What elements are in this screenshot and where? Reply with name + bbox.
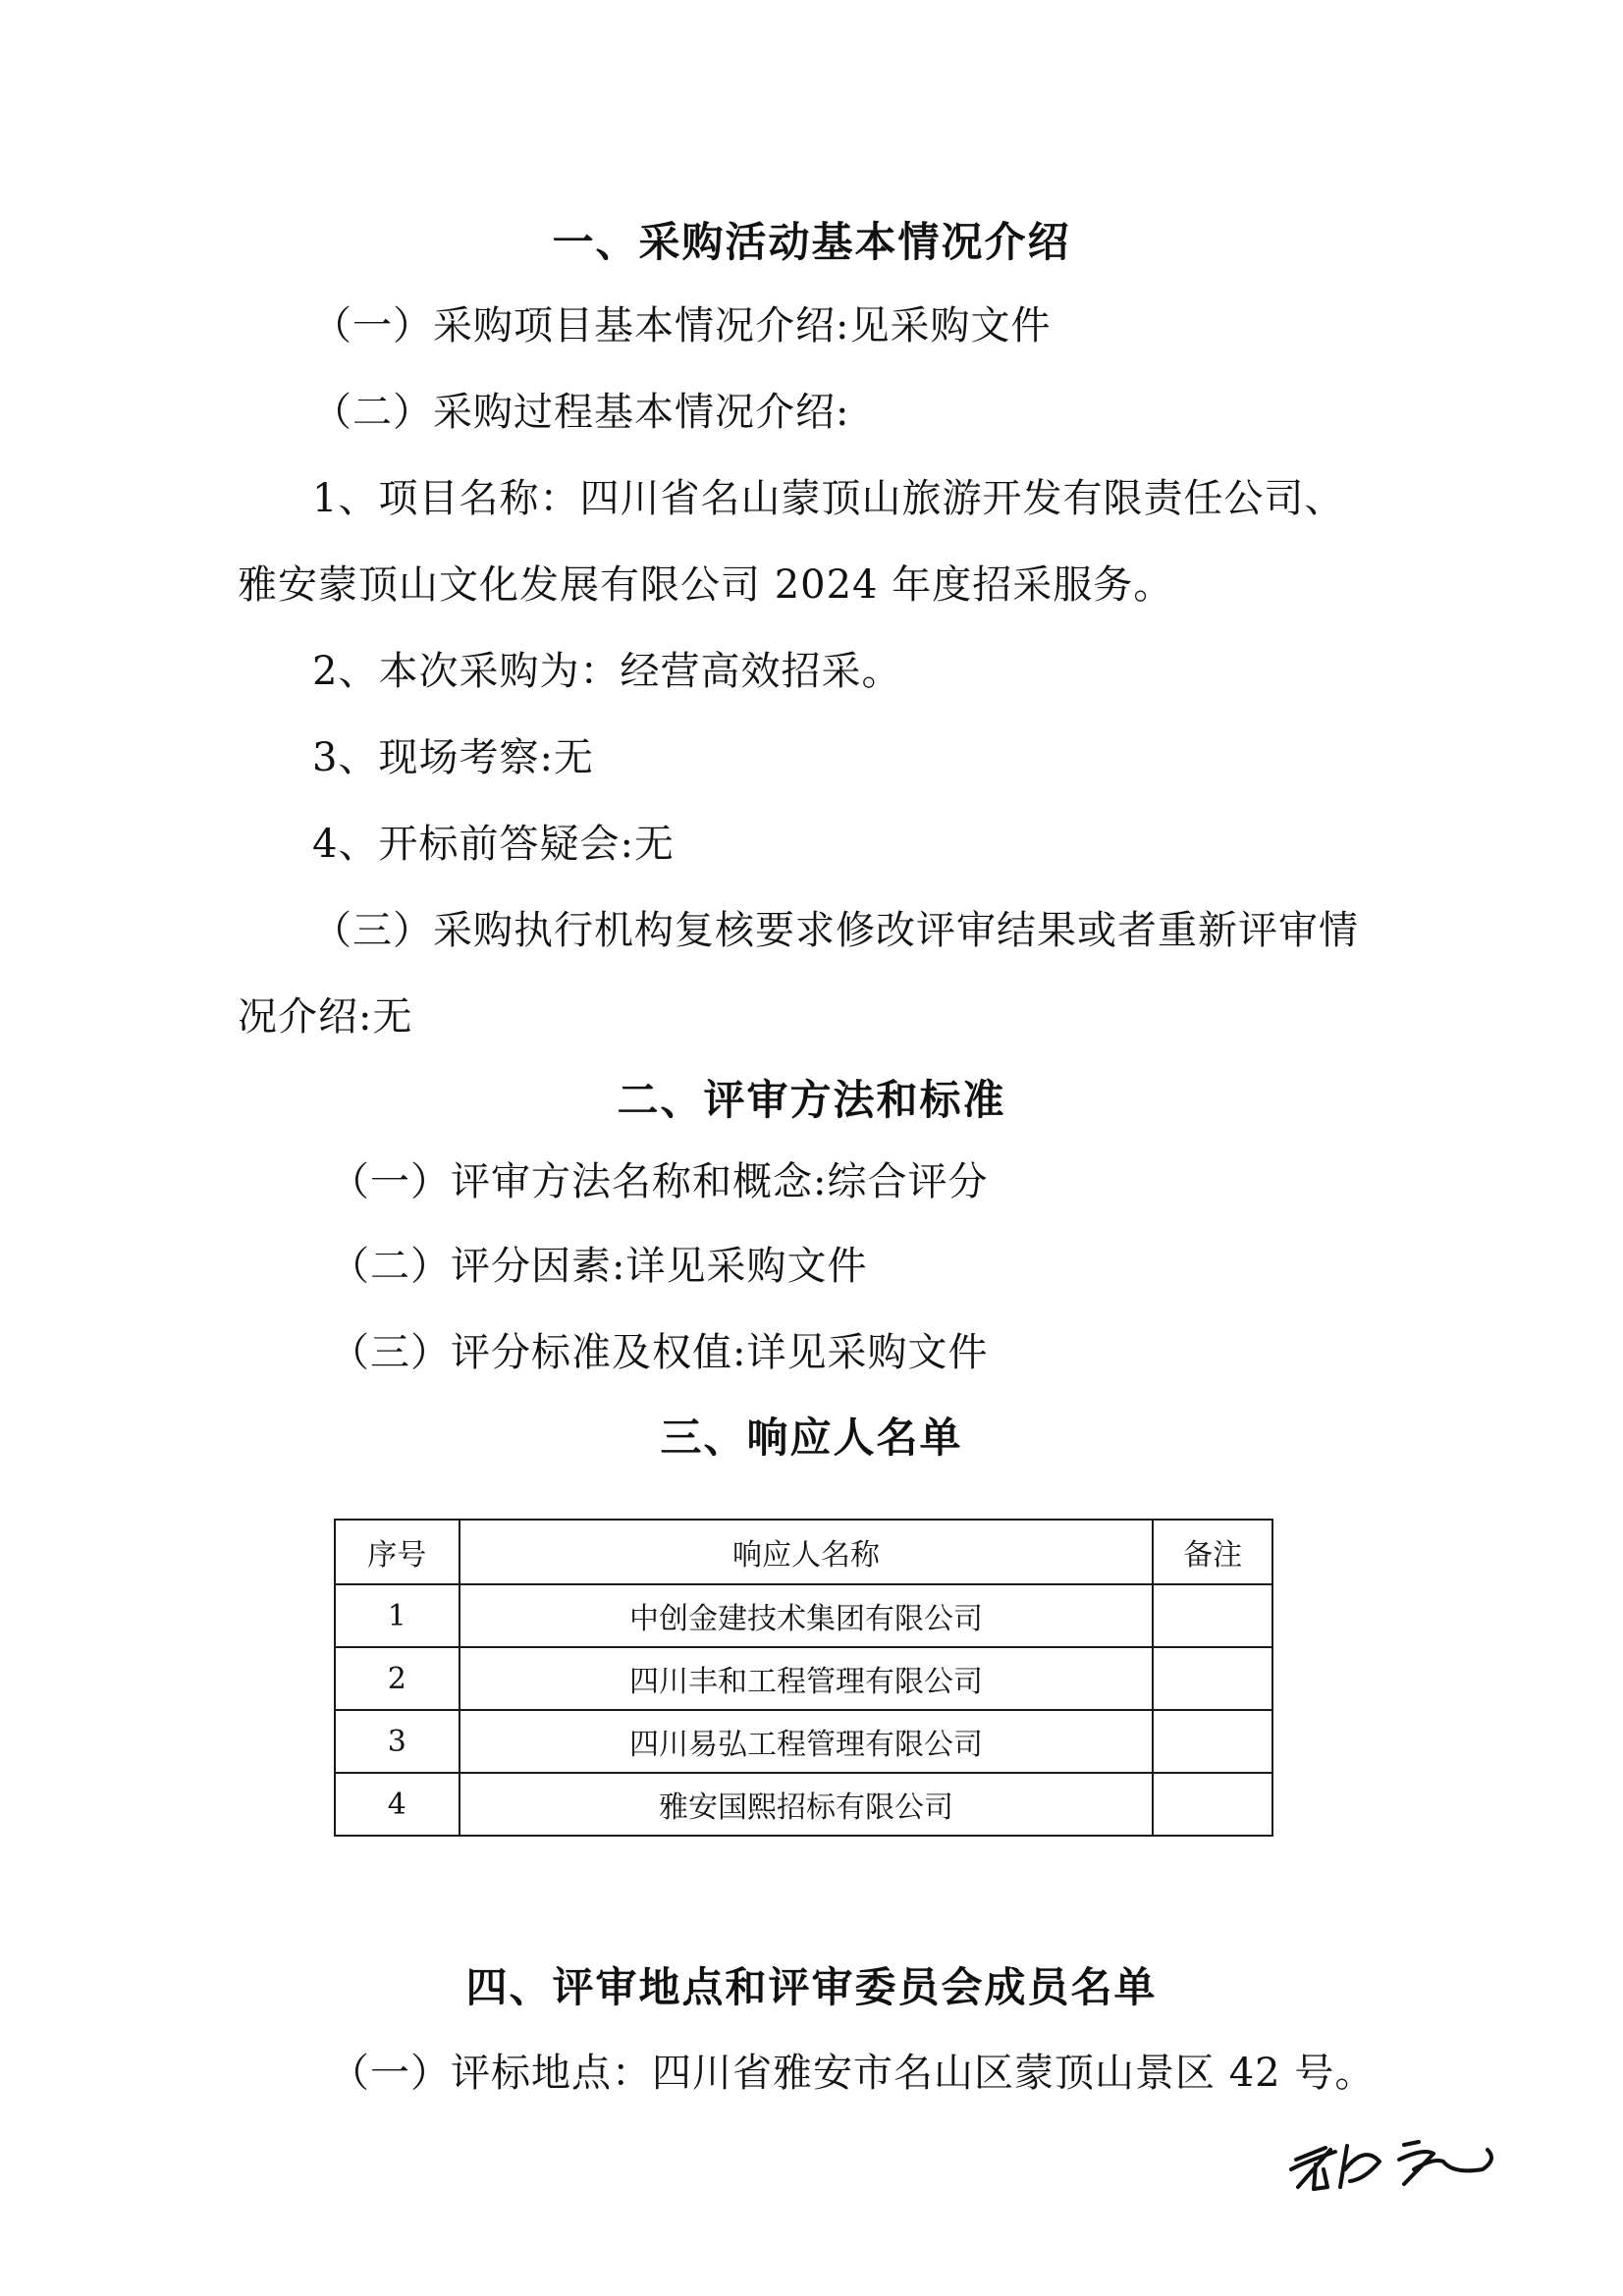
section3-title: 三、响应人名单	[660, 1414, 963, 1462]
row-note	[1153, 1647, 1272, 1710]
row-no: 4	[335, 1773, 460, 1836]
section1-title: 一、采购活动基本情况介绍	[552, 218, 1071, 266]
row-note	[1153, 1773, 1272, 1836]
table-row	[335, 1773, 1272, 1836]
table-row	[335, 1584, 1272, 1647]
table-row	[335, 1710, 1272, 1773]
header-note: 备注	[1153, 1520, 1272, 1584]
section1-sub1-line2: 雅安蒙顶山文化发展有限公司 2024 年度招采服务。	[238, 562, 1174, 608]
section2-item3: （三）评分标准及权值:详见采购文件	[330, 1330, 989, 1375]
row-name: 中创金建技术集团有限公司	[460, 1584, 1154, 1647]
row-no: 1	[335, 1584, 460, 1647]
header-no: 序号	[335, 1520, 460, 1584]
row-note	[1153, 1584, 1272, 1647]
section1-sub2: 2、本次采购为：经营高效招采。	[312, 649, 902, 694]
section1-item2: （二）采购过程基本情况介绍:	[312, 390, 850, 435]
table-row	[335, 1647, 1272, 1710]
section1-sub1-line1: 1、项目名称：四川省名山蒙顶山旅游开发有限责任公司、	[312, 476, 1345, 521]
section2-item1: （一）评审方法名称和概念:综合评分	[330, 1159, 989, 1204]
section4-title: 四、评审地点和评审委员会成员名单	[465, 1963, 1158, 2011]
respondent-table	[334, 1519, 1273, 1837]
section4-item1: （一）评标地点：四川省雅安市名山区蒙顶山景区 42 号。	[330, 2051, 1376, 2096]
row-note	[1153, 1710, 1272, 1773]
section1-item1: （一）采购项目基本情况介绍:见采购文件	[312, 303, 1052, 348]
row-name: 四川丰和工程管理有限公司	[460, 1647, 1154, 1710]
row-name: 雅安国熙招标有限公司	[460, 1773, 1154, 1836]
header-name: 响应人名称	[460, 1520, 1154, 1584]
row-name: 四川易弘工程管理有限公司	[460, 1710, 1154, 1773]
section1-sub3: 3、现场考察:无	[312, 735, 594, 780]
signature-icon	[1286, 2140, 1512, 2209]
section2-item2: （二）评分因素:详见采购文件	[330, 1244, 868, 1289]
row-no: 3	[335, 1710, 460, 1773]
section1-item3-line1: （三）采购执行机构复核要求修改评审结果或者重新评审情	[312, 908, 1359, 953]
row-no: 2	[335, 1647, 460, 1710]
section2-title: 二、评审方法和标准	[617, 1076, 1006, 1124]
section1-item3-line2: 况介绍:无	[238, 994, 413, 1040]
section1-sub4: 4、开标前答疑会:无	[312, 822, 675, 867]
table-header-row	[335, 1520, 1272, 1584]
